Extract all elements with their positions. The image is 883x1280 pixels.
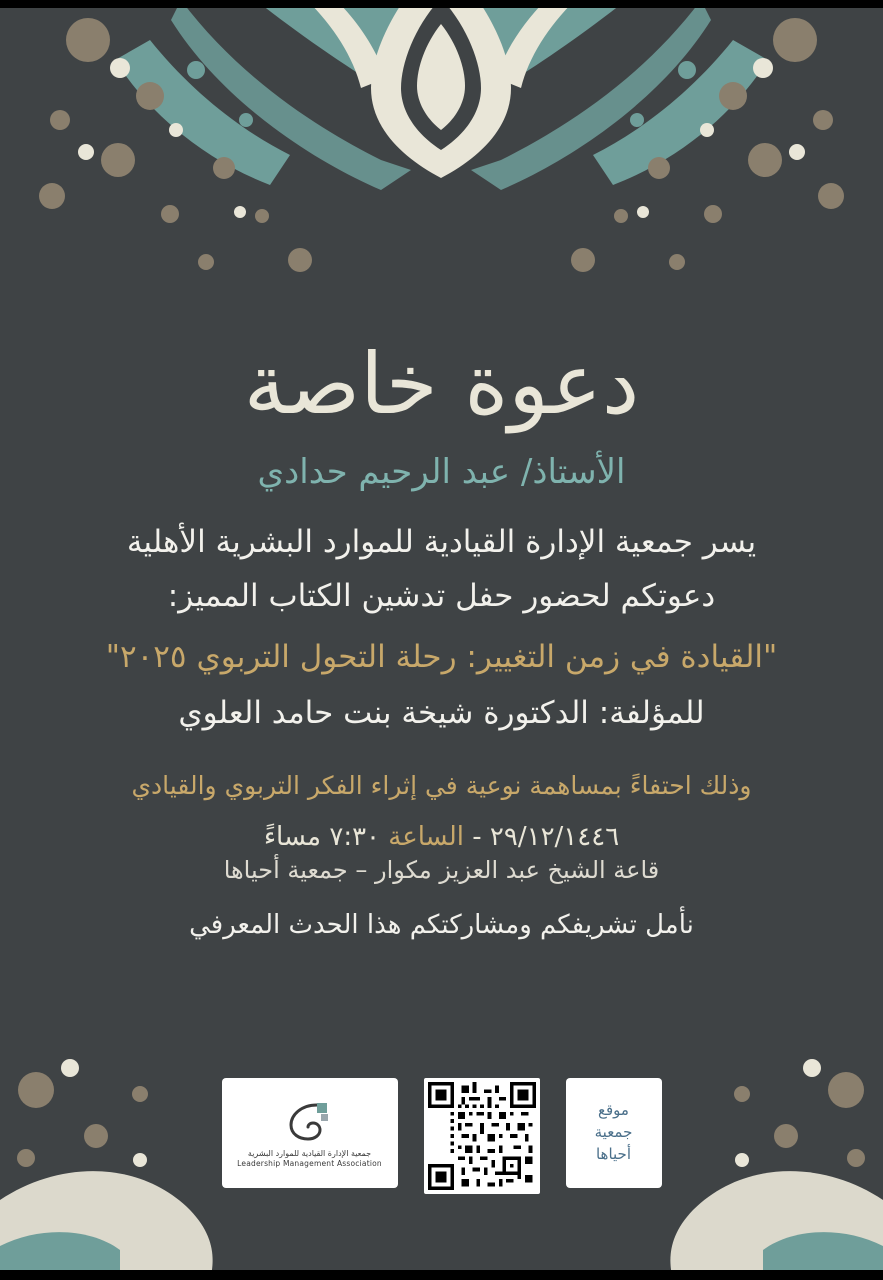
site-logo-card[interactable]: [566, 1078, 662, 1188]
closing-line: نأمل تشريفكم ومشاركتكم هذا الحدث المعرفي: [189, 909, 694, 940]
site-logo-line-3: أحياها: [595, 1144, 632, 1163]
association-mark-icon: [287, 1098, 333, 1144]
invitation-line-2: دعوتكم لحضور حفل تدشين الكتاب المميز:: [167, 577, 716, 614]
event-period: مساءً: [263, 821, 322, 852]
qr-code[interactable]: [424, 1078, 540, 1194]
invitation-line-1: يسر جمعية الإدارة القيادية للموارد البشرية الأهلية: [126, 524, 757, 561]
association-name-en: Leadership Management Association: [237, 1158, 382, 1168]
top-ornament: [0, 0, 883, 300]
leadership-swirl-icon: [287, 1101, 333, 1141]
event-datetime: [24, 822, 859, 852]
guest-name: الأستاذ/ عبد الرحيم حدادي: [257, 452, 626, 493]
poster-content: [0, 300, 883, 940]
qr-code-icon: [428, 1082, 536, 1190]
book-title: "القيادة في زمن التغيير: رحلة التحول التربوي ٢٠٢٥": [105, 639, 778, 676]
association-logo-card: [222, 1078, 398, 1188]
event-time: ٧:٣٠: [329, 821, 381, 852]
event-venue: قاعة الشيخ عبد العزيز مكوار – جمعية أحياها: [223, 855, 660, 884]
note-line: وذلك احتفاءً بمساهمة نوعية في إثراء الفكر التربوي والقيادي: [131, 770, 752, 800]
page-title: دعوة خاصة: [243, 335, 640, 433]
author-line: للمؤلفة: الدكتورة شيخة بنت حامد العلوي: [178, 694, 705, 731]
datetime-separator: -: [472, 821, 482, 852]
logo-row: [0, 1078, 883, 1194]
top-bar: [0, 0, 883, 8]
site-logo-line-2: جمعية: [594, 1123, 633, 1142]
bottom-bar: [0, 1270, 883, 1280]
association-name-ar: جمعية الإدارة القيادية للموارد البشرية: [247, 1149, 372, 1159]
site-logo-line-1: موقع: [598, 1101, 629, 1120]
time-label: الساعة: [388, 821, 464, 852]
event-date: ٢٩/١٢/١٤٤٦: [489, 821, 620, 852]
